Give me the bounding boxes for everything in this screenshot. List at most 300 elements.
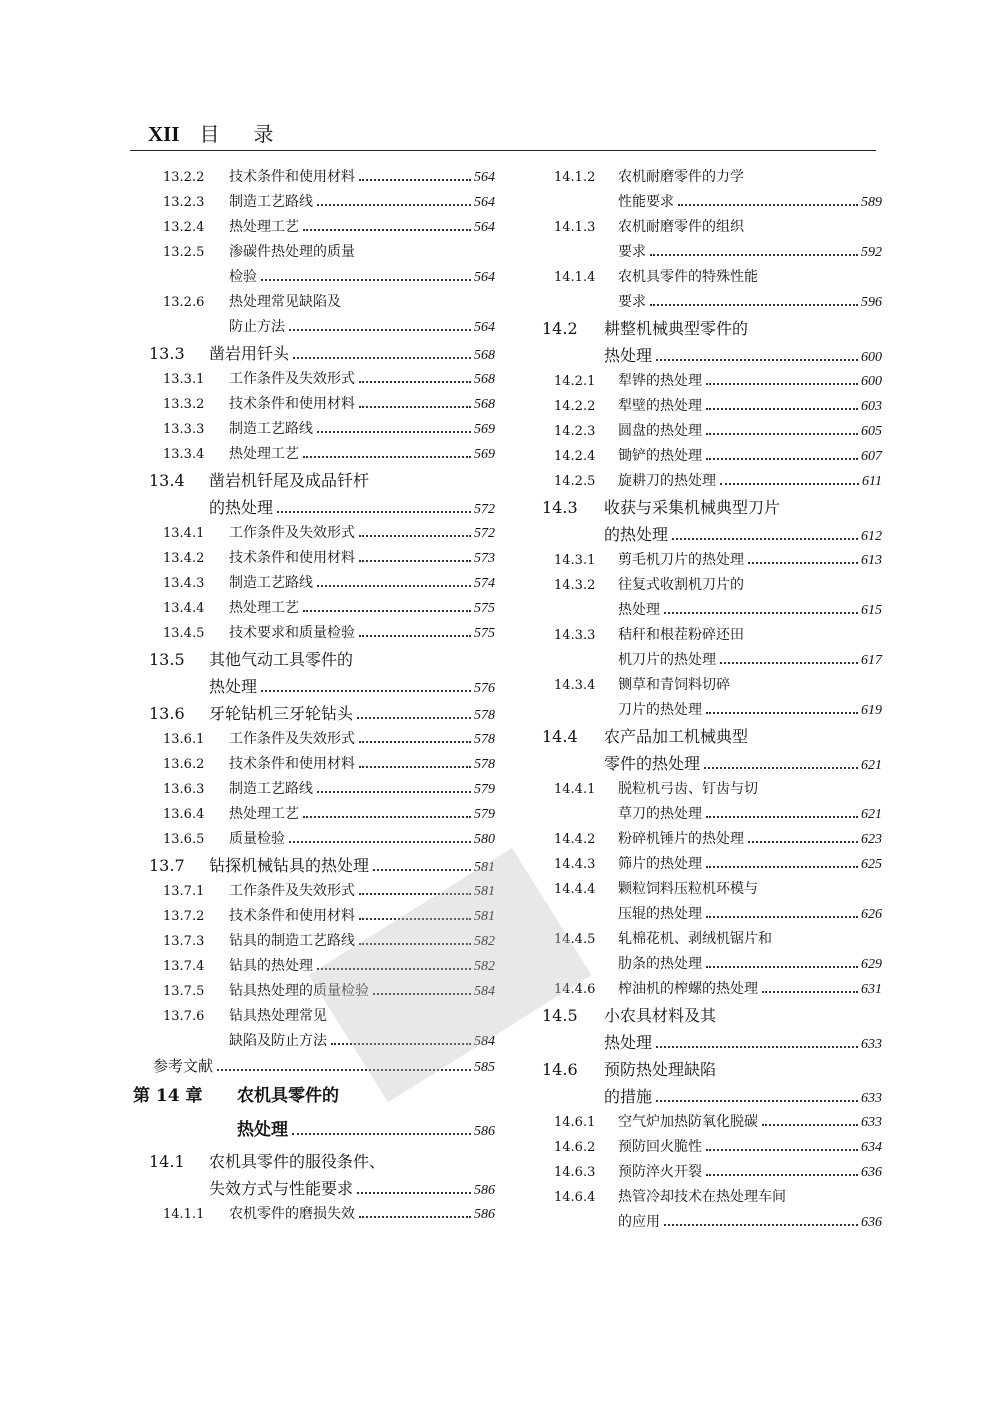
section-title: 预防热处理缺陷 — [604, 1060, 717, 1079]
leader-dots — [277, 511, 471, 513]
toc-entry[interactable] — [540, 778, 882, 803]
entry-number: 13.3.1 — [163, 372, 205, 387]
toc-entry[interactable] — [540, 549, 882, 574]
toc-entry[interactable] — [133, 291, 495, 316]
toc-section[interactable] — [540, 316, 882, 343]
toc-section[interactable] — [540, 724, 882, 751]
entry-page: 579 — [474, 807, 495, 822]
entry-title: 热处理工艺 — [229, 806, 299, 822]
leader-dots — [706, 816, 858, 818]
entry-number: 13.7.1 — [163, 884, 205, 899]
entry-title: 制造工艺路线 — [229, 421, 313, 437]
references-title: 参考文献 — [153, 1057, 214, 1075]
entry-number: 14.6.1 — [554, 1115, 596, 1130]
toc-section[interactable] — [133, 1149, 495, 1176]
leader-dots — [704, 767, 858, 769]
entry-title: 工作条件及失效形式 — [229, 883, 355, 899]
entry-number: 13.6.2 — [163, 757, 205, 772]
entry-title: 防止方法 — [229, 319, 285, 335]
entry-number: 13.3.3 — [163, 422, 205, 437]
leader-dots — [373, 869, 471, 871]
leader-dots — [762, 1124, 858, 1126]
leader-dots — [664, 612, 858, 614]
entry-number: 13.6.4 — [163, 807, 205, 822]
section-title: 耕整机械典型零件的 — [604, 319, 749, 338]
leader-dots — [359, 381, 471, 383]
toc-entry[interactable] — [540, 470, 882, 495]
toc-entry-continuation[interactable] — [133, 266, 495, 291]
chapter-title: 热处理 — [237, 1120, 288, 1140]
entry-title: 制造工艺路线 — [229, 781, 313, 797]
toc-entry[interactable] — [133, 728, 495, 753]
toc-entry[interactable] — [133, 368, 495, 393]
toc-right-column — [540, 166, 882, 1236]
leader-dots — [720, 483, 859, 485]
leader-dots — [706, 866, 858, 868]
entry-title: 榨油机的榨螺的热处理 — [618, 981, 758, 997]
entry-page: 581 — [474, 909, 495, 924]
toc-entry[interactable] — [540, 166, 882, 191]
leader-dots — [748, 841, 858, 843]
toc-entry[interactable] — [133, 547, 495, 572]
entry-title: 农机零件的磨损失效 — [229, 1206, 355, 1222]
toc-entry[interactable] — [133, 1203, 495, 1228]
entry-number: 13.3.2 — [163, 397, 205, 412]
entry-page: 576 — [474, 681, 495, 696]
entry-page: 564 — [474, 220, 495, 235]
entry-number: 14.1.1 — [163, 1207, 205, 1222]
toc-entry-continuation[interactable] — [540, 599, 882, 624]
entry-number: 13.7.5 — [163, 984, 205, 999]
entry-title: 钻具的热处理 — [229, 958, 313, 974]
leader-dots — [359, 535, 471, 537]
entry-number: 13.6.1 — [163, 732, 205, 747]
entry-page: 617 — [861, 653, 882, 668]
leader-dots — [261, 279, 471, 281]
leader-dots — [706, 1149, 858, 1151]
entry-number: 14.4.1 — [554, 782, 596, 797]
entry-number: 14.4.3 — [554, 857, 596, 872]
toc-section[interactable] — [133, 341, 495, 368]
chapter-number: 第 14 章 — [133, 1086, 203, 1106]
entry-title: 钻具热处理常见 — [229, 1008, 327, 1024]
toc-entry[interactable] — [133, 216, 495, 241]
section-number: 13.7 — [149, 856, 185, 875]
toc-entry-continuation[interactable] — [540, 291, 882, 316]
entry-page: 573 — [474, 551, 495, 566]
toc-entry[interactable] — [133, 905, 495, 930]
entry-number: 13.2.6 — [163, 295, 205, 310]
toc-entry[interactable] — [540, 1186, 882, 1211]
toc-section[interactable] — [540, 1003, 882, 1030]
entry-number: 14.4.6 — [554, 982, 596, 997]
leader-dots — [359, 635, 471, 637]
entry-number: 13.4.5 — [163, 626, 205, 641]
entry-number: 14.3.2 — [554, 578, 596, 593]
entry-page: 580 — [474, 832, 495, 847]
entry-page: 589 — [861, 195, 882, 210]
toc-section-continuation[interactable] — [540, 522, 882, 549]
entry-number: 13.2.4 — [163, 220, 205, 235]
entry-page: 636 — [861, 1215, 882, 1230]
entry-page: 578 — [474, 757, 495, 772]
section-number: 14.6 — [542, 1060, 578, 1079]
toc-entry[interactable] — [540, 266, 882, 291]
entry-title: 犁铧的热处理 — [618, 373, 702, 389]
toc-entry[interactable] — [540, 878, 882, 903]
entry-title: 钻具热处理的质量检验 — [229, 983, 369, 999]
toc-entry[interactable] — [133, 980, 495, 1005]
toc-entry[interactable] — [133, 955, 495, 980]
entry-page: 586 — [474, 1183, 495, 1198]
toc-entry-continuation[interactable] — [540, 803, 882, 828]
toc-entry[interactable] — [133, 443, 495, 468]
toc-entry[interactable] — [133, 522, 495, 547]
entry-title: 技术条件和使用材料 — [229, 550, 355, 566]
entry-title: 技术条件和使用材料 — [229, 908, 355, 924]
toc-entry[interactable] — [540, 978, 882, 1003]
entry-title: 技术条件和使用材料 — [229, 169, 355, 185]
section-title: 的措施 — [604, 1087, 653, 1106]
toc-left-column — [133, 166, 495, 1228]
toc-section-continuation[interactable] — [133, 674, 495, 701]
toc-entry[interactable] — [133, 1005, 495, 1030]
toc-entry[interactable] — [133, 166, 495, 191]
entry-page: 572 — [474, 526, 495, 541]
entry-title: 压辊的热处理 — [618, 906, 702, 922]
entry-number: 13.4.2 — [163, 551, 205, 566]
entry-page: 581 — [474, 860, 495, 875]
entry-page: 586 — [474, 1124, 495, 1139]
entry-page: 585 — [474, 1060, 495, 1075]
entry-title: 技术条件和使用材料 — [229, 756, 355, 772]
header-rule — [130, 150, 876, 151]
entry-page: 568 — [474, 348, 495, 363]
entry-number: 13.2.2 — [163, 170, 205, 185]
toc-entry[interactable] — [540, 1111, 882, 1136]
entry-title: 往复式收割机刀片的 — [618, 577, 744, 593]
section-title: 收获与采集机械典型刀片 — [604, 498, 781, 517]
leader-dots — [289, 329, 471, 331]
section-number: 14.4 — [542, 727, 578, 746]
section-number: 13.5 — [149, 650, 185, 669]
entry-title: 圆盘的热处理 — [618, 423, 702, 439]
leader-dots — [292, 1133, 471, 1135]
toc-entry[interactable] — [133, 393, 495, 418]
entry-title: 制造工艺路线 — [229, 575, 313, 591]
toc-entry[interactable] — [540, 828, 882, 853]
entry-title: 工作条件及失效形式 — [229, 371, 355, 387]
leader-dots — [672, 538, 858, 540]
entry-title: 热处理常见缺陷及 — [229, 294, 341, 310]
section-title: 其他气动工具零件的 — [209, 650, 354, 669]
entry-number: 14.1.2 — [554, 170, 596, 185]
toc-entry[interactable] — [133, 880, 495, 905]
entry-number: 14.6.4 — [554, 1190, 596, 1205]
toc-section-continuation[interactable] — [540, 343, 882, 370]
leader-dots — [762, 991, 858, 993]
header-title-char-1: 目 — [199, 122, 220, 146]
entry-page: 569 — [474, 422, 495, 437]
entry-title: 质量检验 — [229, 831, 285, 847]
toc-section-continuation[interactable] — [540, 751, 882, 778]
toc-entry[interactable] — [540, 574, 882, 599]
entry-title: 性能要求 — [618, 194, 674, 210]
leader-dots — [656, 1046, 858, 1048]
leader-dots — [331, 1043, 471, 1045]
leader-dots — [678, 204, 858, 206]
entry-page: 607 — [861, 449, 882, 464]
section-number: 13.6 — [149, 704, 185, 723]
entry-title: 铡草和青饲料切碎 — [618, 677, 730, 693]
entry-page: 592 — [861, 245, 882, 260]
section-number: 13.3 — [149, 344, 185, 363]
entry-page: 582 — [474, 959, 495, 974]
leader-dots — [359, 1216, 471, 1218]
leader-dots — [706, 458, 858, 460]
entry-page: 612 — [861, 529, 882, 544]
entry-number: 14.4.5 — [554, 932, 596, 947]
toc-entry[interactable] — [133, 597, 495, 622]
entry-page: 629 — [861, 957, 882, 972]
entry-title: 工作条件及失效形式 — [229, 525, 355, 541]
entry-number: 13.4.3 — [163, 576, 205, 591]
entry-number: 13.2.3 — [163, 195, 205, 210]
leader-dots — [359, 406, 471, 408]
entry-page: 568 — [474, 397, 495, 412]
toc-entry[interactable] — [133, 572, 495, 597]
leader-dots — [359, 893, 471, 895]
toc-entry-continuation[interactable] — [133, 1030, 495, 1055]
toc-chapter[interactable] — [133, 1081, 495, 1115]
toc-chapter-continuation[interactable] — [133, 1115, 495, 1149]
toc-entry[interactable] — [133, 191, 495, 216]
entry-number: 13.6.3 — [163, 782, 205, 797]
entry-title: 秸秆和根茬粉碎还田 — [618, 627, 744, 643]
entry-page: 631 — [861, 982, 882, 997]
section-title: 热处理 — [604, 346, 653, 365]
leader-dots — [373, 993, 471, 995]
chapter-title: 农机具零件的 — [237, 1086, 339, 1106]
toc-entry[interactable] — [133, 753, 495, 778]
leader-dots — [317, 204, 471, 206]
entry-page: 613 — [861, 553, 882, 568]
toc-entry[interactable] — [540, 928, 882, 953]
toc-section[interactable] — [133, 853, 495, 880]
leader-dots — [303, 456, 471, 458]
toc-entry[interactable] — [133, 828, 495, 853]
entry-page: 633 — [861, 1115, 882, 1130]
toc-entry-continuation[interactable] — [540, 241, 882, 266]
entry-title: 缺陷及防止方法 — [229, 1033, 327, 1049]
entry-page: 626 — [861, 907, 882, 922]
entry-number: 14.1.4 — [554, 270, 596, 285]
entry-number: 13.4.4 — [163, 601, 205, 616]
section-number: 13.4 — [149, 471, 185, 490]
entry-number: 14.3.1 — [554, 553, 596, 568]
leader-dots — [706, 433, 858, 435]
entry-title: 热管冷却技术在热处理车间 — [618, 1189, 786, 1205]
entry-page: 581 — [474, 884, 495, 899]
section-title: 的热处理 — [209, 498, 274, 517]
entry-page: 633 — [861, 1091, 882, 1106]
entry-page: 621 — [861, 807, 882, 822]
entry-number: 13.7.3 — [163, 934, 205, 949]
leader-dots — [664, 1224, 858, 1226]
toc-entry[interactable] — [133, 930, 495, 955]
entry-title: 要求 — [618, 244, 646, 260]
entry-number: 13.7.4 — [163, 959, 205, 974]
leader-dots — [317, 585, 471, 587]
leader-dots — [303, 610, 471, 612]
leader-dots — [289, 841, 471, 843]
toc-entry[interactable] — [540, 370, 882, 395]
toc-entry[interactable] — [133, 778, 495, 803]
toc-section-continuation[interactable] — [540, 1030, 882, 1057]
entry-page: 636 — [861, 1165, 882, 1180]
entry-page: 575 — [474, 601, 495, 616]
section-title: 凿岩机钎尾及成品钎杆 — [209, 471, 370, 490]
toc-references[interactable] — [133, 1055, 495, 1081]
entry-number: 13.6.5 — [163, 832, 205, 847]
entry-title: 热处理工艺 — [229, 446, 299, 462]
entry-page: 564 — [474, 270, 495, 285]
entry-page: 578 — [474, 732, 495, 747]
entry-title: 农机耐磨零件的力学 — [618, 169, 744, 185]
toc-section[interactable] — [133, 647, 495, 674]
entry-title: 颗粒饲料压粒机环模与 — [618, 881, 758, 897]
leader-dots — [706, 1174, 858, 1176]
toc-entry[interactable] — [133, 418, 495, 443]
toc-section[interactable] — [133, 468, 495, 495]
section-title: 农机具零件的服役条件、 — [209, 1152, 386, 1171]
toc-entry[interactable] — [133, 622, 495, 647]
toc-section[interactable] — [540, 495, 882, 522]
entry-title: 的应用 — [618, 1214, 660, 1230]
leader-dots — [706, 408, 858, 410]
entry-title: 空气炉加热防氧化脱碳 — [618, 1114, 758, 1130]
section-title: 的热处理 — [604, 525, 669, 544]
toc-entry[interactable] — [133, 803, 495, 828]
section-title: 失效方式与性能要求 — [209, 1179, 354, 1198]
section-number: 14.5 — [542, 1006, 578, 1025]
section-title: 热处理 — [604, 1033, 653, 1052]
leader-dots — [359, 918, 471, 920]
leader-dots — [359, 943, 471, 945]
entry-title: 热处理工艺 — [229, 600, 299, 616]
page-number-roman: XII — [148, 122, 180, 146]
entry-page: 584 — [474, 1034, 495, 1049]
leader-dots — [359, 560, 471, 562]
toc-section-continuation[interactable] — [540, 1084, 882, 1111]
toc-entry-continuation[interactable] — [540, 649, 882, 674]
toc-entry[interactable] — [540, 1136, 882, 1161]
toc-section[interactable] — [540, 1057, 882, 1084]
toc-entry-continuation[interactable] — [540, 191, 882, 216]
entry-title: 要求 — [618, 294, 646, 310]
toc-entry-continuation[interactable] — [540, 953, 882, 978]
entry-page: 572 — [474, 502, 495, 517]
entry-page: 579 — [474, 782, 495, 797]
entry-page: 596 — [861, 295, 882, 310]
leader-dots — [317, 791, 471, 793]
entry-number: 13.2.5 — [163, 245, 205, 260]
entry-page: 611 — [862, 474, 882, 489]
section-title: 农产品加工机械典型 — [604, 727, 749, 746]
toc-entry[interactable] — [540, 853, 882, 878]
entry-title: 肋条的热处理 — [618, 956, 702, 972]
entry-number: 14.2.1 — [554, 374, 596, 389]
entry-page: 564 — [474, 320, 495, 335]
toc-entry[interactable] — [540, 445, 882, 470]
entry-page: 633 — [861, 1037, 882, 1052]
toc-entry-continuation[interactable] — [540, 1211, 882, 1236]
entry-page: 600 — [861, 350, 882, 365]
leader-dots — [650, 304, 858, 306]
toc-entry-continuation[interactable] — [540, 699, 882, 724]
section-title: 钻探机械钻具的热处理 — [209, 856, 370, 875]
entry-title: 渗碳件热处理的质量 — [229, 244, 355, 260]
entry-title: 筛片的热处理 — [618, 856, 702, 872]
toc-entry[interactable] — [133, 241, 495, 266]
entry-page: 634 — [861, 1140, 882, 1155]
toc-section-continuation[interactable] — [133, 495, 495, 522]
leader-dots — [706, 712, 858, 714]
entry-number: 13.3.4 — [163, 447, 205, 462]
entry-page: 575 — [474, 626, 495, 641]
entry-title: 预防淬火开裂 — [618, 1164, 702, 1180]
toc-entry-continuation[interactable] — [133, 316, 495, 341]
toc-entry[interactable] — [540, 1161, 882, 1186]
entry-page: 564 — [474, 195, 495, 210]
leader-dots — [359, 179, 471, 181]
entry-title: 轧棉花机、剥绒机锯片和 — [618, 931, 772, 947]
leader-dots — [359, 741, 471, 743]
leader-dots — [303, 816, 471, 818]
entry-title: 犁壁的热处理 — [618, 398, 702, 414]
entry-number: 14.3.4 — [554, 678, 596, 693]
entry-page: 564 — [474, 170, 495, 185]
toc-section-continuation[interactable] — [133, 1176, 495, 1203]
toc-entry[interactable] — [540, 395, 882, 420]
leader-dots — [706, 916, 858, 918]
entry-title: 工作条件及失效形式 — [229, 731, 355, 747]
toc-entry[interactable] — [540, 216, 882, 241]
entry-title: 刀片的热处理 — [618, 702, 702, 718]
entry-number: 14.6.2 — [554, 1140, 596, 1155]
leader-dots — [706, 966, 858, 968]
entry-title: 热处理 — [618, 602, 660, 618]
leader-dots — [359, 766, 471, 768]
toc-entry[interactable] — [540, 624, 882, 649]
entry-title: 脱粒机弓齿、钉齿与切 — [618, 781, 758, 797]
entry-title: 检验 — [229, 269, 257, 285]
toc-entry[interactable] — [540, 420, 882, 445]
entry-number: 14.3.3 — [554, 628, 596, 643]
toc-section[interactable] — [133, 701, 495, 728]
toc-entry-continuation[interactable] — [540, 903, 882, 928]
toc-entry[interactable] — [540, 674, 882, 699]
entry-title: 机刀片的热处理 — [618, 652, 716, 668]
entry-page: 578 — [474, 708, 495, 723]
leader-dots — [706, 383, 858, 385]
entry-page: 605 — [861, 424, 882, 439]
leader-dots — [261, 690, 471, 692]
entry-number: 14.2.3 — [554, 424, 596, 439]
entry-title: 热处理工艺 — [229, 219, 299, 235]
leader-dots — [720, 662, 858, 664]
entry-page: 584 — [474, 984, 495, 999]
